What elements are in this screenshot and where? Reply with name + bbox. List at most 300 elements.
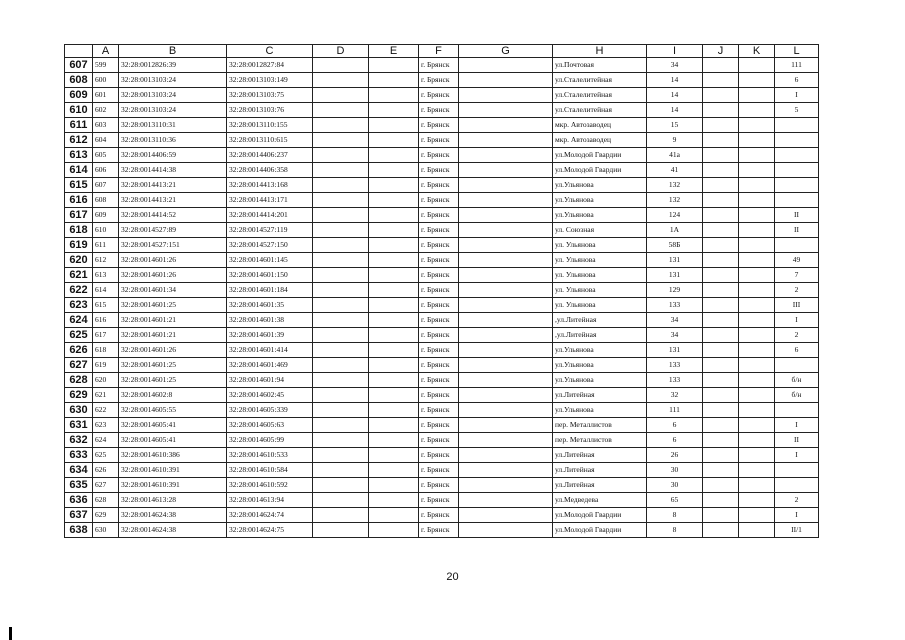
column-header-e: E — [369, 45, 419, 58]
cell-e — [369, 88, 419, 103]
cell-a: 618 — [93, 343, 119, 358]
cell-g — [459, 148, 553, 163]
cell-i: 6 — [647, 433, 703, 448]
cell-f: г. Брянск — [419, 403, 459, 418]
cell-f: г. Брянск — [419, 463, 459, 478]
cell-b: 32:28:0014613:28 — [119, 493, 227, 508]
cell-f: г. Брянск — [419, 523, 459, 538]
cell-h: ул.Медведева — [553, 493, 647, 508]
cell-a: 611 — [93, 238, 119, 253]
cell-i: 133 — [647, 298, 703, 313]
cell-j — [703, 223, 739, 238]
table-row — [65, 253, 819, 268]
cell-h: ул.Молодой Гвардии — [553, 508, 647, 523]
table-row — [65, 268, 819, 283]
cell-d — [313, 118, 369, 133]
cell-g — [459, 313, 553, 328]
cell-d — [313, 403, 369, 418]
cell-k — [739, 508, 775, 523]
cell-a: 613 — [93, 268, 119, 283]
cell-a: 599 — [93, 58, 119, 73]
cell-d — [313, 208, 369, 223]
cell-g — [459, 373, 553, 388]
cell-b: 32:28:0014605:55 — [119, 403, 227, 418]
cell-f: г. Брянск — [419, 268, 459, 283]
cell-i: 8 — [647, 523, 703, 538]
cell-a: 629 — [93, 508, 119, 523]
cell-c: 32:28:0014413:168 — [227, 178, 313, 193]
cell-c: 32:28:0013110:615 — [227, 133, 313, 148]
cell-c: 32:28:0014601:414 — [227, 343, 313, 358]
cell-g — [459, 493, 553, 508]
cell-h: ул.Сталелитейная — [553, 88, 647, 103]
row-number: 632 — [65, 433, 93, 448]
cell-b: 32:28:0014601:21 — [119, 328, 227, 343]
cell-j — [703, 103, 739, 118]
cell-l: II — [775, 208, 819, 223]
cell-l — [775, 118, 819, 133]
cell-h: мкр. Автозаводец — [553, 133, 647, 148]
cell-j — [703, 283, 739, 298]
cell-l: I — [775, 313, 819, 328]
cell-k — [739, 388, 775, 403]
column-header-b: B — [119, 45, 227, 58]
cell-k — [739, 478, 775, 493]
row-number: 623 — [65, 298, 93, 313]
cell-i: 131 — [647, 268, 703, 283]
cell-k — [739, 73, 775, 88]
cell-b: 32:28:0014605:41 — [119, 418, 227, 433]
cell-j — [703, 163, 739, 178]
cell-i: 132 — [647, 193, 703, 208]
cell-i: 34 — [647, 328, 703, 343]
cell-e — [369, 463, 419, 478]
cell-a: 614 — [93, 283, 119, 298]
cell-j — [703, 238, 739, 253]
cell-d — [313, 163, 369, 178]
cell-d — [313, 223, 369, 238]
cell-i: 15 — [647, 118, 703, 133]
cell-h: ул.Сталелитейная — [553, 103, 647, 118]
cell-g — [459, 238, 553, 253]
column-header-row — [65, 45, 819, 58]
cell-e — [369, 493, 419, 508]
column-header-h: H — [553, 45, 647, 58]
cell-g — [459, 178, 553, 193]
cell-l — [775, 463, 819, 478]
cell-k — [739, 223, 775, 238]
cell-b: 32:28:0014601:25 — [119, 373, 227, 388]
cell-h: ул.Почтовая — [553, 58, 647, 73]
cell-l — [775, 163, 819, 178]
row-number: 628 — [65, 373, 93, 388]
row-number: 624 — [65, 313, 93, 328]
cell-c: 32:28:0014406:237 — [227, 148, 313, 163]
cell-f: г. Брянск — [419, 223, 459, 238]
cell-c: 32:28:0013103:76 — [227, 103, 313, 118]
cell-e — [369, 118, 419, 133]
cell-i: 8 — [647, 508, 703, 523]
cell-h: ул. Ульянова — [553, 253, 647, 268]
row-number: 610 — [65, 103, 93, 118]
cell-f: г. Брянск — [419, 163, 459, 178]
cell-j — [703, 73, 739, 88]
cell-b: 32:28:0014601:34 — [119, 283, 227, 298]
cell-c: 32:28:0014527:150 — [227, 238, 313, 253]
cell-g — [459, 433, 553, 448]
cell-g — [459, 403, 553, 418]
table-row — [65, 73, 819, 88]
row-number: 625 — [65, 328, 93, 343]
table-row — [65, 283, 819, 298]
cell-k — [739, 253, 775, 268]
cell-l: 2 — [775, 493, 819, 508]
cell-i: 132 — [647, 178, 703, 193]
cell-k — [739, 283, 775, 298]
cell-j — [703, 478, 739, 493]
cell-k — [739, 178, 775, 193]
cell-h: ул.Ульянова — [553, 343, 647, 358]
cell-c: 32:28:0014601:38 — [227, 313, 313, 328]
cell-c: 32:28:0014406:358 — [227, 163, 313, 178]
cell-i: 131 — [647, 253, 703, 268]
cell-a: 607 — [93, 178, 119, 193]
cell-d — [313, 178, 369, 193]
cell-d — [313, 148, 369, 163]
cell-j — [703, 433, 739, 448]
cell-l — [775, 178, 819, 193]
cell-b: 32:28:0014601:26 — [119, 253, 227, 268]
cell-a: 622 — [93, 403, 119, 418]
cell-b: 32:28:0014527:151 — [119, 238, 227, 253]
cell-h: ул.Литейная — [553, 478, 647, 493]
cell-e — [369, 343, 419, 358]
cell-e — [369, 433, 419, 448]
cell-l: 111 — [775, 58, 819, 73]
cell-d — [313, 478, 369, 493]
cell-j — [703, 88, 739, 103]
cell-h: ул.Литейная — [553, 463, 647, 478]
column-header-g: G — [459, 45, 553, 58]
cell-b: 32:28:0014624:38 — [119, 523, 227, 538]
cell-f: г. Брянск — [419, 73, 459, 88]
cell-k — [739, 328, 775, 343]
cell-j — [703, 178, 739, 193]
row-number: 614 — [65, 163, 93, 178]
cell-f: г. Брянск — [419, 313, 459, 328]
row-number: 620 — [65, 253, 93, 268]
cell-e — [369, 268, 419, 283]
cell-g — [459, 118, 553, 133]
cell-e — [369, 103, 419, 118]
cell-e — [369, 58, 419, 73]
cell-k — [739, 493, 775, 508]
cell-j — [703, 133, 739, 148]
cell-h: пер. Металлистов — [553, 433, 647, 448]
cell-g — [459, 283, 553, 298]
cell-j — [703, 208, 739, 223]
cell-c: 32:28:0014601:39 — [227, 328, 313, 343]
cell-k — [739, 418, 775, 433]
column-header-d: D — [313, 45, 369, 58]
cell-j — [703, 358, 739, 373]
cell-f: г. Брянск — [419, 103, 459, 118]
cell-f: г. Брянск — [419, 88, 459, 103]
cell-d — [313, 193, 369, 208]
cell-c: 32:28:0014624:74 — [227, 508, 313, 523]
cell-b: 32:28:0012826:39 — [119, 58, 227, 73]
cell-h: ,ул.Литейная — [553, 328, 647, 343]
cell-j — [703, 508, 739, 523]
cell-g — [459, 463, 553, 478]
table-row — [65, 373, 819, 388]
cell-e — [369, 283, 419, 298]
cell-d — [313, 373, 369, 388]
cell-d — [313, 418, 369, 433]
cell-f: г. Брянск — [419, 358, 459, 373]
cell-b: 32:28:0013110:36 — [119, 133, 227, 148]
cell-h: пер. Металлистов — [553, 418, 647, 433]
row-number: 608 — [65, 73, 93, 88]
cell-l: 6 — [775, 343, 819, 358]
cell-l: I — [775, 448, 819, 463]
cell-j — [703, 193, 739, 208]
cell-e — [369, 328, 419, 343]
cell-h: ул.Ульянова — [553, 373, 647, 388]
cell-c: 32:28:0013110:155 — [227, 118, 313, 133]
row-number: 636 — [65, 493, 93, 508]
cell-a: 608 — [93, 193, 119, 208]
table-row — [65, 343, 819, 358]
cell-i: 9 — [647, 133, 703, 148]
cell-g — [459, 253, 553, 268]
cell-f: г. Брянск — [419, 283, 459, 298]
cell-i: 26 — [647, 448, 703, 463]
cell-l: I — [775, 418, 819, 433]
cell-g — [459, 133, 553, 148]
cell-e — [369, 133, 419, 148]
cell-f: г. Брянск — [419, 373, 459, 388]
cell-b: 32:28:0014406:59 — [119, 148, 227, 163]
cell-f: г. Брянск — [419, 208, 459, 223]
page-number: 20 — [446, 571, 459, 583]
cell-h: ул. Ульянова — [553, 283, 647, 298]
cell-c: 32:28:0014610:533 — [227, 448, 313, 463]
cell-j — [703, 388, 739, 403]
cell-b: 32:28:0013110:31 — [119, 118, 227, 133]
table-row — [65, 223, 819, 238]
row-number: 617 — [65, 208, 93, 223]
cell-i: 14 — [647, 88, 703, 103]
cell-j — [703, 373, 739, 388]
cell-j — [703, 148, 739, 163]
table-row — [65, 313, 819, 328]
cell-e — [369, 313, 419, 328]
cell-i: 124 — [647, 208, 703, 223]
cell-i: 41 — [647, 163, 703, 178]
cell-g — [459, 298, 553, 313]
cell-c: 32:28:0014601:150 — [227, 268, 313, 283]
cell-a: 600 — [93, 73, 119, 88]
cell-e — [369, 358, 419, 373]
row-number: 613 — [65, 148, 93, 163]
cell-l: 7 — [775, 268, 819, 283]
column-header-l: L — [775, 45, 819, 58]
cell-i: 34 — [647, 313, 703, 328]
cell-l — [775, 133, 819, 148]
cell-j — [703, 298, 739, 313]
row-number: 618 — [65, 223, 93, 238]
cell-l: 2 — [775, 283, 819, 298]
cell-i: 111 — [647, 403, 703, 418]
cell-e — [369, 448, 419, 463]
table-row — [65, 193, 819, 208]
cell-a: 624 — [93, 433, 119, 448]
cell-i: 133 — [647, 373, 703, 388]
cell-k — [739, 193, 775, 208]
table-row — [65, 298, 819, 313]
table-row — [65, 58, 819, 73]
cell-b: 32:28:0014414:52 — [119, 208, 227, 223]
cell-k — [739, 373, 775, 388]
cell-a: 621 — [93, 388, 119, 403]
cell-j — [703, 523, 739, 538]
cell-b: 32:28:0014602:8 — [119, 388, 227, 403]
row-number: 612 — [65, 133, 93, 148]
cell-k — [739, 103, 775, 118]
cell-c: 32:28:0014601:35 — [227, 298, 313, 313]
cell-a: 601 — [93, 88, 119, 103]
cell-h: ,ул.Литейная — [553, 313, 647, 328]
cell-f: г. Брянск — [419, 448, 459, 463]
cell-g — [459, 358, 553, 373]
cell-b: 32:28:0014610:391 — [119, 478, 227, 493]
cell-k — [739, 343, 775, 358]
cell-i: 14 — [647, 73, 703, 88]
row-number: 619 — [65, 238, 93, 253]
cell-c: 32:28:0014605:339 — [227, 403, 313, 418]
cell-e — [369, 178, 419, 193]
cell-k — [739, 463, 775, 478]
cell-g — [459, 343, 553, 358]
table-row — [65, 418, 819, 433]
cell-k — [739, 403, 775, 418]
cell-b: 32:28:0014624:38 — [119, 508, 227, 523]
cell-d — [313, 133, 369, 148]
row-number: 630 — [65, 403, 93, 418]
cell-l — [775, 478, 819, 493]
cell-c: 32:28:0014624:75 — [227, 523, 313, 538]
cell-h: ул.Ульянова — [553, 193, 647, 208]
cell-l: б/н — [775, 388, 819, 403]
cell-b: 32:28:0014601:25 — [119, 298, 227, 313]
cell-l: 6 — [775, 73, 819, 88]
cell-c: 32:28:0014605:99 — [227, 433, 313, 448]
cell-d — [313, 358, 369, 373]
column-header-c: C — [227, 45, 313, 58]
cell-g — [459, 523, 553, 538]
cell-h: ул.Ульянова — [553, 358, 647, 373]
table-body — [65, 58, 819, 538]
cell-a: 626 — [93, 463, 119, 478]
cell-e — [369, 523, 419, 538]
cell-c: 32:28:0014414:201 — [227, 208, 313, 223]
cell-l: II — [775, 433, 819, 448]
corner-cell — [65, 45, 93, 58]
cell-g — [459, 58, 553, 73]
cell-d — [313, 103, 369, 118]
cell-f: г. Брянск — [419, 148, 459, 163]
cell-j — [703, 463, 739, 478]
cell-k — [739, 433, 775, 448]
cell-k — [739, 523, 775, 538]
cell-g — [459, 328, 553, 343]
row-number: 621 — [65, 268, 93, 283]
cell-l: II — [775, 223, 819, 238]
cell-b: 32:28:0014610:386 — [119, 448, 227, 463]
cell-d — [313, 448, 369, 463]
cell-f: г. Брянск — [419, 388, 459, 403]
cell-d — [313, 313, 369, 328]
cell-g — [459, 418, 553, 433]
cell-j — [703, 268, 739, 283]
table-row — [65, 358, 819, 373]
row-number: 637 — [65, 508, 93, 523]
cell-j — [703, 253, 739, 268]
cell-e — [369, 388, 419, 403]
cell-d — [313, 298, 369, 313]
cell-d — [313, 88, 369, 103]
table-row — [65, 463, 819, 478]
cell-e — [369, 148, 419, 163]
cell-j — [703, 313, 739, 328]
cell-b: 32:28:0014601:21 — [119, 313, 227, 328]
cell-h: ул. Ульянова — [553, 238, 647, 253]
cell-d — [313, 463, 369, 478]
row-number: 627 — [65, 358, 93, 373]
cell-a: 616 — [93, 313, 119, 328]
column-header-j: J — [703, 45, 739, 58]
cell-e — [369, 403, 419, 418]
cell-e — [369, 373, 419, 388]
spreadsheet-table — [64, 44, 819, 538]
table-row — [65, 103, 819, 118]
cell-a: 612 — [93, 253, 119, 268]
cell-f: г. Брянск — [419, 298, 459, 313]
cell-f: г. Брянск — [419, 493, 459, 508]
cell-h: ул. Ульянова — [553, 298, 647, 313]
cell-j — [703, 448, 739, 463]
cell-l: 2 — [775, 328, 819, 343]
cell-i: 65 — [647, 493, 703, 508]
cell-b: 32:28:0013103:24 — [119, 103, 227, 118]
cell-c: 32:28:0014613:94 — [227, 493, 313, 508]
cell-e — [369, 298, 419, 313]
cell-a: 609 — [93, 208, 119, 223]
cell-l: 49 — [775, 253, 819, 268]
table-row — [65, 508, 819, 523]
cell-e — [369, 73, 419, 88]
cell-a: 602 — [93, 103, 119, 118]
cell-l — [775, 403, 819, 418]
cell-b: 32:28:0014601:26 — [119, 268, 227, 283]
cell-d — [313, 388, 369, 403]
cell-j — [703, 58, 739, 73]
table-row — [65, 388, 819, 403]
row-number: 629 — [65, 388, 93, 403]
cell-d — [313, 508, 369, 523]
cell-c: 32:28:0014601:184 — [227, 283, 313, 298]
